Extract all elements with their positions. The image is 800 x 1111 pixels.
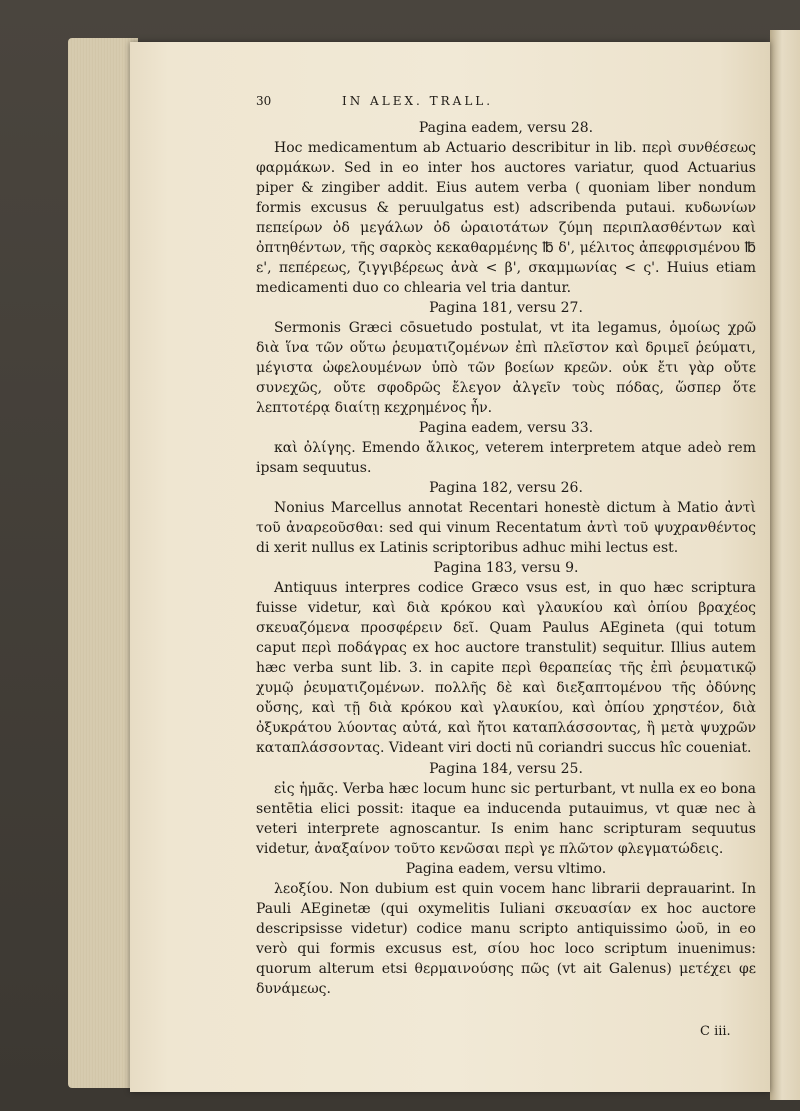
running-title: IN ALEX. TRALL. (342, 94, 494, 108)
paragraph: καὶ ὀλίγης. Emendo ἄλικος, veterem interpretem atque adeò rem ipsam sequutus. (256, 440, 756, 477)
paragraph: Antiquus interpres codice Græco vsus est, in quo hæc scriptura fuisse videtur, καὶ διὰ κρόκου καὶ γλαυκίου καὶ ὀπίου βραχέος σκευαζόμενα προσφέρειν δεῖ. Quam Paulus AEgineta (qui totum caput περὶ ποδάγρας ex hoc auctore transtulit) sequitur. Illius autem hæc verba sunt lib. 3. in capite περὶ θεραπείας τῆς ἐπὶ ῥευματικῷ χυμῷ ῥευματιζομένων. πολλῆς δὲ καὶ διεξαπτομένου τῆς ὀδύνης οὔσης, καὶ τῇ διὰ κρόκου καὶ γλαυκίου, καὶ ὀπίου χρηστέον, διὰ ὀξυκράτου λύοντας αὐτά, καὶ ἤτοι καταπλάσσοντας, ἢ μετὰ ψυχρῶν καταπλάσσοντας. Videant viri docti nū coriandri succus hîc coueniat. (256, 580, 756, 757)
paragraph: εἰς ἡμᾶς. Verba hæc locum hunc sic perturbant, vt nulla ex eo bona sentētia elici possit: itaque ea inducenda putauimus, vt quæ nec à veteri interprete agnoscantur. Is enim hanc scripturam sequutus videtur, ἀναξαίνον τοῦτο κενῶσαι περὶ γε πλῶτον φλεγματώδεις. (256, 780, 756, 857)
section-heading: Pagina 181, versu 27. (429, 300, 583, 317)
catchword: C iii. (700, 1024, 731, 1039)
section-heading: Pagina eadem, versu vltimo. (405, 860, 607, 877)
section-heading: Pagina eadem, versu 28. (418, 120, 594, 136)
facing-page-edge (770, 30, 800, 1100)
page-number: 30 (256, 94, 272, 108)
section-heading: Pagina eadem, versu 33. (418, 420, 594, 437)
paragraph: Nonius Marcellus annotat Recentari honestè dictum à Matio ἀντὶ τοῦ ἀναρεοῦσθαι: sed qui vinum Recentatum ἀντὶ τοῦ ψυχρανθέντος di xerit nullus ex Latinis scriptoribus adhuc mihi lectus est. (256, 500, 756, 557)
page-body (256, 118, 756, 999)
section-heading: Pagina 182, versu 26. (429, 480, 583, 497)
paragraph: Sermonis Græci cōsuetudo postulat, vt ita legamus, ὁμοίως χρῶ διὰ ἵνα τῶν οὕτω ῥευματιζομένων ἐπὶ πλεῖστον καὶ δριμεῖ ῥεύματι, μέγιστα ὠφελουμένων ὑπὸ τῶν βοείων κρεῶν. οὐκ ἔτι γὰρ οὔτε συνεχῶς, οὔτε σφοδρῶς ἔλεγον ἀλγεῖν τοὺς πόδας, ὥσπερ ὅτε λεπτοτέρᾳ διαίτῃ κεχρημένος ἦν. (256, 320, 756, 417)
paragraph: λεοξίου. Non dubium est quin vocem hanc librarii deprauarint. In Pauli AEginetæ (qui oxymelitis Iuliani σκευασίαν ex hoc auctore descripsisse videtur) codice manu scripto antiquissimo ὠοῦ, in eo verò qui formis excusus est, σίου hoc loco scriptum inuenimus: quorum alterum etsi θερμαινούσης πῶς (vt ait Galenus) μετέχει φε δυνάμεως. (256, 880, 756, 997)
section-heading: Pagina 184, versu 25. (429, 760, 583, 777)
page-block-edge (68, 38, 138, 1088)
paragraph: Hoc medicamentum ab Actuario describitur in lib. περὶ συνθέσεως φαρμάκων. Sed in eo inter hos auctores variatur, quod Actuarius piper & zingiber addit. Eius autem verba ( quoniam liber nondum formis excusus & peruulgatus est) adscribenda putaui. κυδωνίων πεπείρων ὀδ μεγάλων ὀδ ὡραιοτάτων ζύμη περιπλασθέντων καὶ ὀπτηθέντων, τῆς σαρκὸς κεκαθαρμένης ℔ δ', μέλιτος ἀπεφρισμένου ℔ ε', πεπέρεως, ζιγγιβέρεως ἀνὰ < β', σκαμμωνίας < ς'. Huius etiam medicamenti duo co chlearia vel tria dantur. (256, 140, 756, 297)
section-heading: Pagina 183, versu 9. (433, 560, 579, 577)
